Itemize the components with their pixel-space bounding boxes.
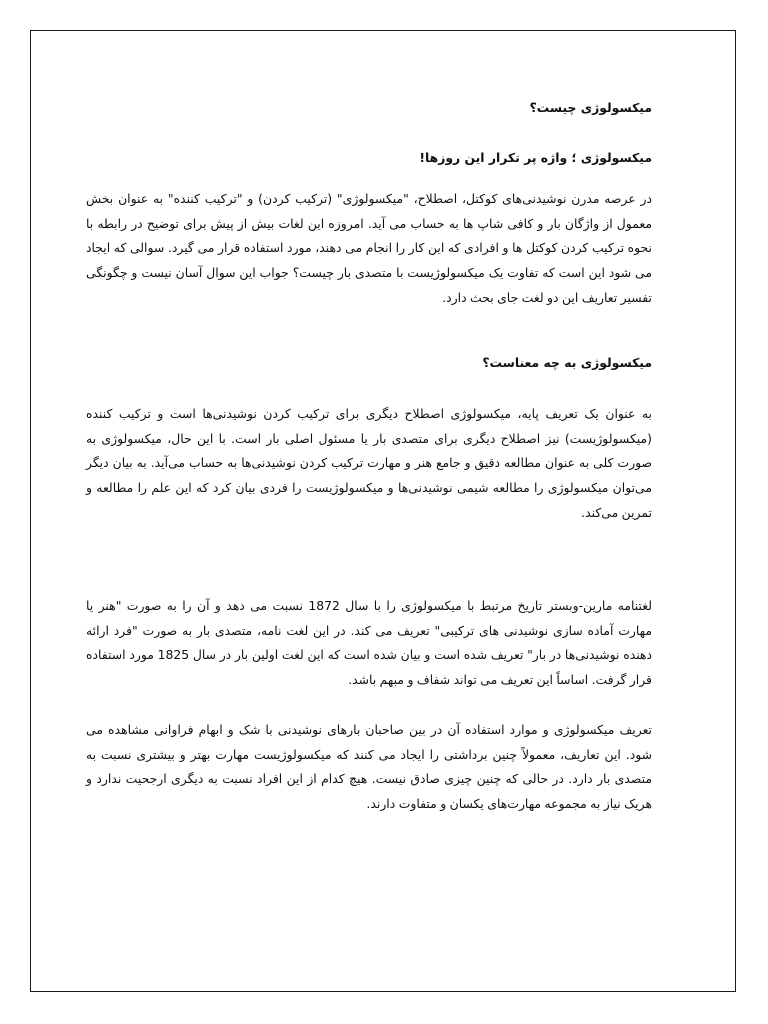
- paragraph-dictionary: لغتنامه مارین-وبستر تاریخ مرتبط با میکسولوژی را با سال 1872 نسبت می دهد و آن را به صورت "هنر یا مهارت آماده سازی نوشیدنی های ترکیبی" تعریف می کند. در این لغت نامه، متصدی بار به صورت "فرد ارائه دهنده نوشیدنی‌ها در بار" تعریف شده است و بیان شده است که این لغت اولین بار در سال 1825 مورد استفاده قرار گرفت. اساساً این تعریف می تواند شفاف و مبهم باشد.: [86, 598, 652, 688]
- paragraph-intro: در عرصه مدرن نوشیدنی‌های کوکتل، اصطلاح، "میکسولوژی" (ترکیب کردن) و "ترکیب کننده" به عنوان بخش معمول از واژگان بار و کافی شاپ ها به حساب می آید. امروزه این لغات بیش از پیش برای توضیح در رابطه با نحوه ترکیب کردن کوکتل ها و افرادی که این کار را انجام می دهند، مورد استفاده قرار می گیرد. سوالی که ایجاد می شود این است که تفاوت یک میکسولوژیست با متصدی بار چیست؟ جواب این سوال آسان نیست و چگونگی تفسیر تعاریف این دو لغت جای بحث دارد.: [86, 191, 652, 305]
- section-heading: میکسولوژی به چه معناست؟: [482, 355, 652, 370]
- document-page: [30, 30, 736, 992]
- document-subtitle: میکسولوژی ؛ واژه پر تکرار این روزها!: [419, 150, 652, 165]
- paragraph-definition: به عنوان یک تعریف پایه، میکسولوژی اصطلاح دیگری برای ترکیب کردن نوشیدنی‌ها است و ترکیب کننده (میکسولوژیست) نیز اصطلاح دیگری برای متصدی بار یا مسئول اصلی بار است. با این حال، میکسولوژی به صورت کلی به عنوان مطالعه دقیق و جامع هنر و مهارت ترکیب کردن نوشیدنی‌ها به حساب می‌آید. به بیان دیگر می‌توان میکسولوژی را مطالعه شیمی نوشیدنی‌ها و میکسولوژیست را فردی بیان کرد که این علم را مطالعه و تمرین می‌کند.: [86, 406, 652, 520]
- document-title: میکسولوژی چیست؟: [529, 100, 652, 115]
- paragraph-comparison: تعریف میکسولوژی و موارد استفاده آن در بین صاحبان بارهای نوشیدنی با شک و ابهام فراوانی مشاهده می شود. این تعاریف، معمولاً چنین برداشتی را ایجاد می کنند که میکسولوژیست مهارت بهتر و بیشتری نسبت به متصدی بار دارد. در حالی که چنین چیزی صادق نیست. هیچ کدام از این افراد نسبت به دیگری ارجحیت ندارد و هریک نیاز به مجموعه مهارت‌های یکسان و متفاوت دارند.: [86, 722, 652, 812]
